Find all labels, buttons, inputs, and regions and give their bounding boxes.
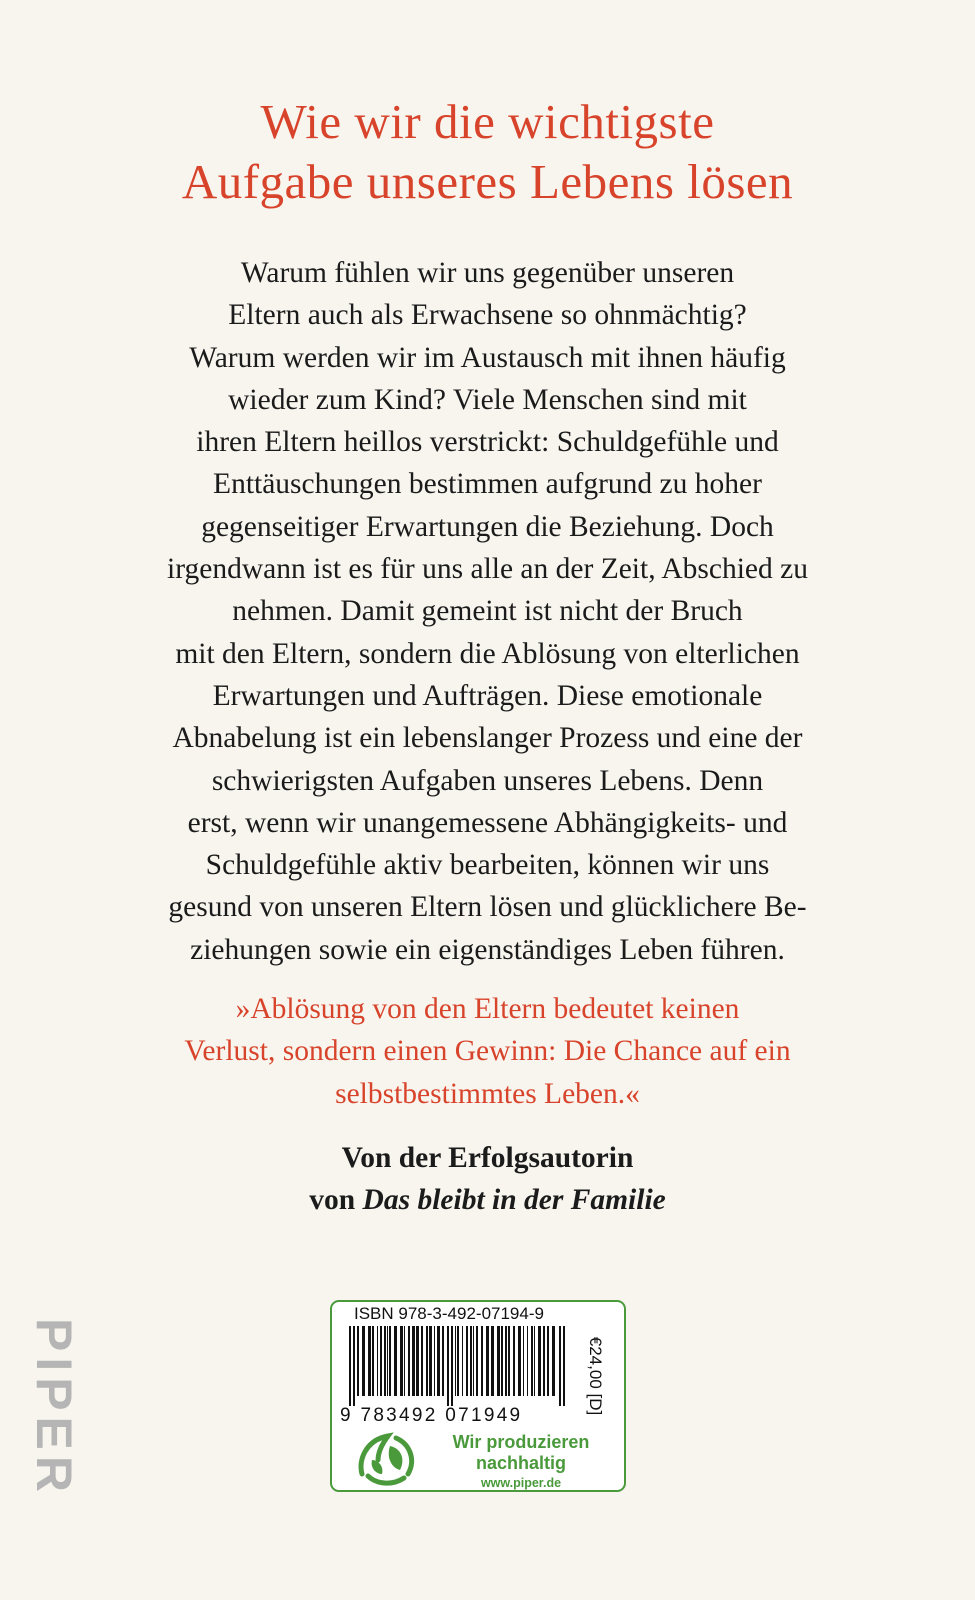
blurb-line: Warum fühlen wir uns gegenüber unseren — [240, 257, 735, 289]
blurb-line: wieder zum Kind? Viele Menschen sind mit — [228, 383, 747, 416]
isbn-label: ISBN 978-3-492-07194-9 — [354, 1304, 544, 1323]
barcode-bar — [368, 1326, 371, 1396]
publisher-name: PIPER — [26, 1317, 82, 1499]
barcode-label — [330, 1300, 626, 1492]
barcode-bar — [389, 1326, 391, 1396]
barcode-bar — [387, 1326, 388, 1396]
blurb-line: schwierigsten Aufgaben unseres Lebens. Denn — [211, 764, 764, 797]
barcode-bar — [412, 1326, 415, 1396]
barcode-bar — [523, 1326, 524, 1396]
blurb-line: Erwartungen und Aufträgen. Diese emotionale — [212, 679, 763, 712]
barcode-bar — [437, 1326, 440, 1396]
blurb-line: erst, wenn wir unangemessene Abhängigkeits- und — [187, 806, 788, 839]
blurb — [0, 252, 975, 971]
barcode-bar — [513, 1326, 515, 1396]
barcode-bar — [394, 1326, 397, 1396]
barcode-bar — [384, 1326, 386, 1396]
barcode-bar — [538, 1326, 541, 1396]
barcode — [347, 1326, 569, 1406]
blurb-line: Warum werden wir im Austausch mit ihnen häufig — [189, 341, 786, 374]
blurb-line: Enttäuschungen bestimmen aufgrund zu hoher — [213, 468, 762, 501]
quote-line: Verlust, sondern einen Gewinn: Die Chance auf ein — [184, 1035, 791, 1068]
barcode-bar — [451, 1326, 453, 1406]
blurb-line: Abnabelung ist ein lebenslanger Prozess und eine der — [172, 722, 803, 755]
barcode-bar — [508, 1326, 510, 1396]
barcode-bar — [447, 1326, 449, 1406]
barcode-bar — [491, 1326, 494, 1396]
barcode-bar — [466, 1326, 468, 1396]
barcode-bar — [380, 1326, 382, 1396]
isbn-digits: 9 783492 071949 — [340, 1405, 523, 1426]
blurb-line: nehmen. Damit gemeint ist nicht der Bruch — [232, 595, 743, 628]
book-title: Das bleibt in der Familie — [362, 1184, 666, 1216]
blurb-line: irgendwann ist es für uns alle an der Zeit, Abschied zu — [167, 553, 808, 586]
byline-line-2 — [0, 1179, 975, 1221]
barcode-bar — [353, 1326, 355, 1406]
recycle-leaf-icon — [356, 1430, 422, 1486]
quote-line: selbstbestimmtes Leben.« — [335, 1077, 640, 1110]
byline-prefix: von — [309, 1184, 363, 1216]
publisher-logo — [28, 1313, 80, 1503]
barcode-bar — [362, 1326, 365, 1396]
barcode-bar — [429, 1326, 432, 1396]
barcode-bar — [534, 1326, 535, 1396]
barcode-bar — [462, 1326, 463, 1396]
blurb-line: gesund von unseren Eltern lösen und glücklichere Be- — [168, 891, 807, 924]
barcode-bar — [486, 1326, 489, 1396]
pull-quote — [0, 988, 975, 1115]
blurb-line: ziehungen sowie ein eigenständiges Leben führen. — [190, 933, 785, 966]
barcode-bar — [476, 1326, 478, 1396]
headline-line-2: Aufgabe unseres Lebens lösen — [181, 154, 794, 209]
quote-line: »Ablösung von den Eltern bedeutet keinen — [235, 993, 740, 1025]
blurb-line: Schuldgefühle aktiv bearbeiten, können wir uns — [205, 849, 770, 882]
barcode-bar — [349, 1326, 351, 1406]
barcode-bar — [455, 1326, 456, 1396]
price-tag — [570, 1326, 620, 1426]
barcode-bar — [404, 1326, 405, 1396]
blurb-line: Eltern auch als Erwachsene so ohnmächtig? — [228, 299, 747, 332]
byline-line-1: Von der Erfolgsautorin — [341, 1142, 634, 1174]
barcode-bar — [442, 1326, 444, 1396]
headline — [0, 92, 975, 212]
barcode-bar — [481, 1326, 483, 1396]
sustainability-line-2: nachhaltig — [475, 1453, 566, 1473]
barcode-bar — [559, 1326, 561, 1406]
barcode-bar — [416, 1326, 419, 1396]
sustainability-line-1: Wir produzieren — [452, 1432, 590, 1452]
barcode-bar — [547, 1326, 549, 1396]
headline-line-1: Wie wir die wichtigste — [260, 94, 715, 149]
barcode-bar — [527, 1326, 528, 1396]
barcode-bar — [377, 1326, 378, 1396]
barcode-bar — [531, 1326, 533, 1396]
barcode-bar — [518, 1326, 521, 1396]
publisher-url: www.piper.de — [480, 1476, 562, 1490]
barcode-bar — [563, 1326, 565, 1406]
barcode-bar — [501, 1326, 503, 1396]
barcode-bar — [470, 1326, 472, 1396]
sustainability-note — [432, 1432, 610, 1491]
barcode-bar — [505, 1326, 507, 1396]
barcode-bar — [357, 1326, 359, 1396]
blurb-line: mit den Eltern, sondern die Ablösung von elterlichen — [175, 637, 800, 670]
barcode-bar — [543, 1326, 545, 1396]
barcode-bar — [421, 1326, 423, 1396]
barcode-bar — [426, 1326, 428, 1396]
blurb-line: gegenseitiger Erwartungen die Beziehung. Doch — [201, 510, 774, 543]
barcode-bar — [434, 1326, 435, 1396]
barcode-bar — [400, 1326, 403, 1396]
barcode-bar — [372, 1326, 374, 1396]
barcode-bar — [408, 1326, 410, 1396]
barcode-bar — [457, 1326, 459, 1396]
barcode-bar — [497, 1326, 500, 1396]
author-byline — [0, 1137, 975, 1221]
barcode-bar — [552, 1326, 555, 1396]
price: €24,00 [D] — [586, 1336, 605, 1416]
blurb-line: ihren Eltern heillos verstrickt: Schuldgefühle und — [196, 426, 779, 459]
barcode-bar — [473, 1326, 474, 1396]
